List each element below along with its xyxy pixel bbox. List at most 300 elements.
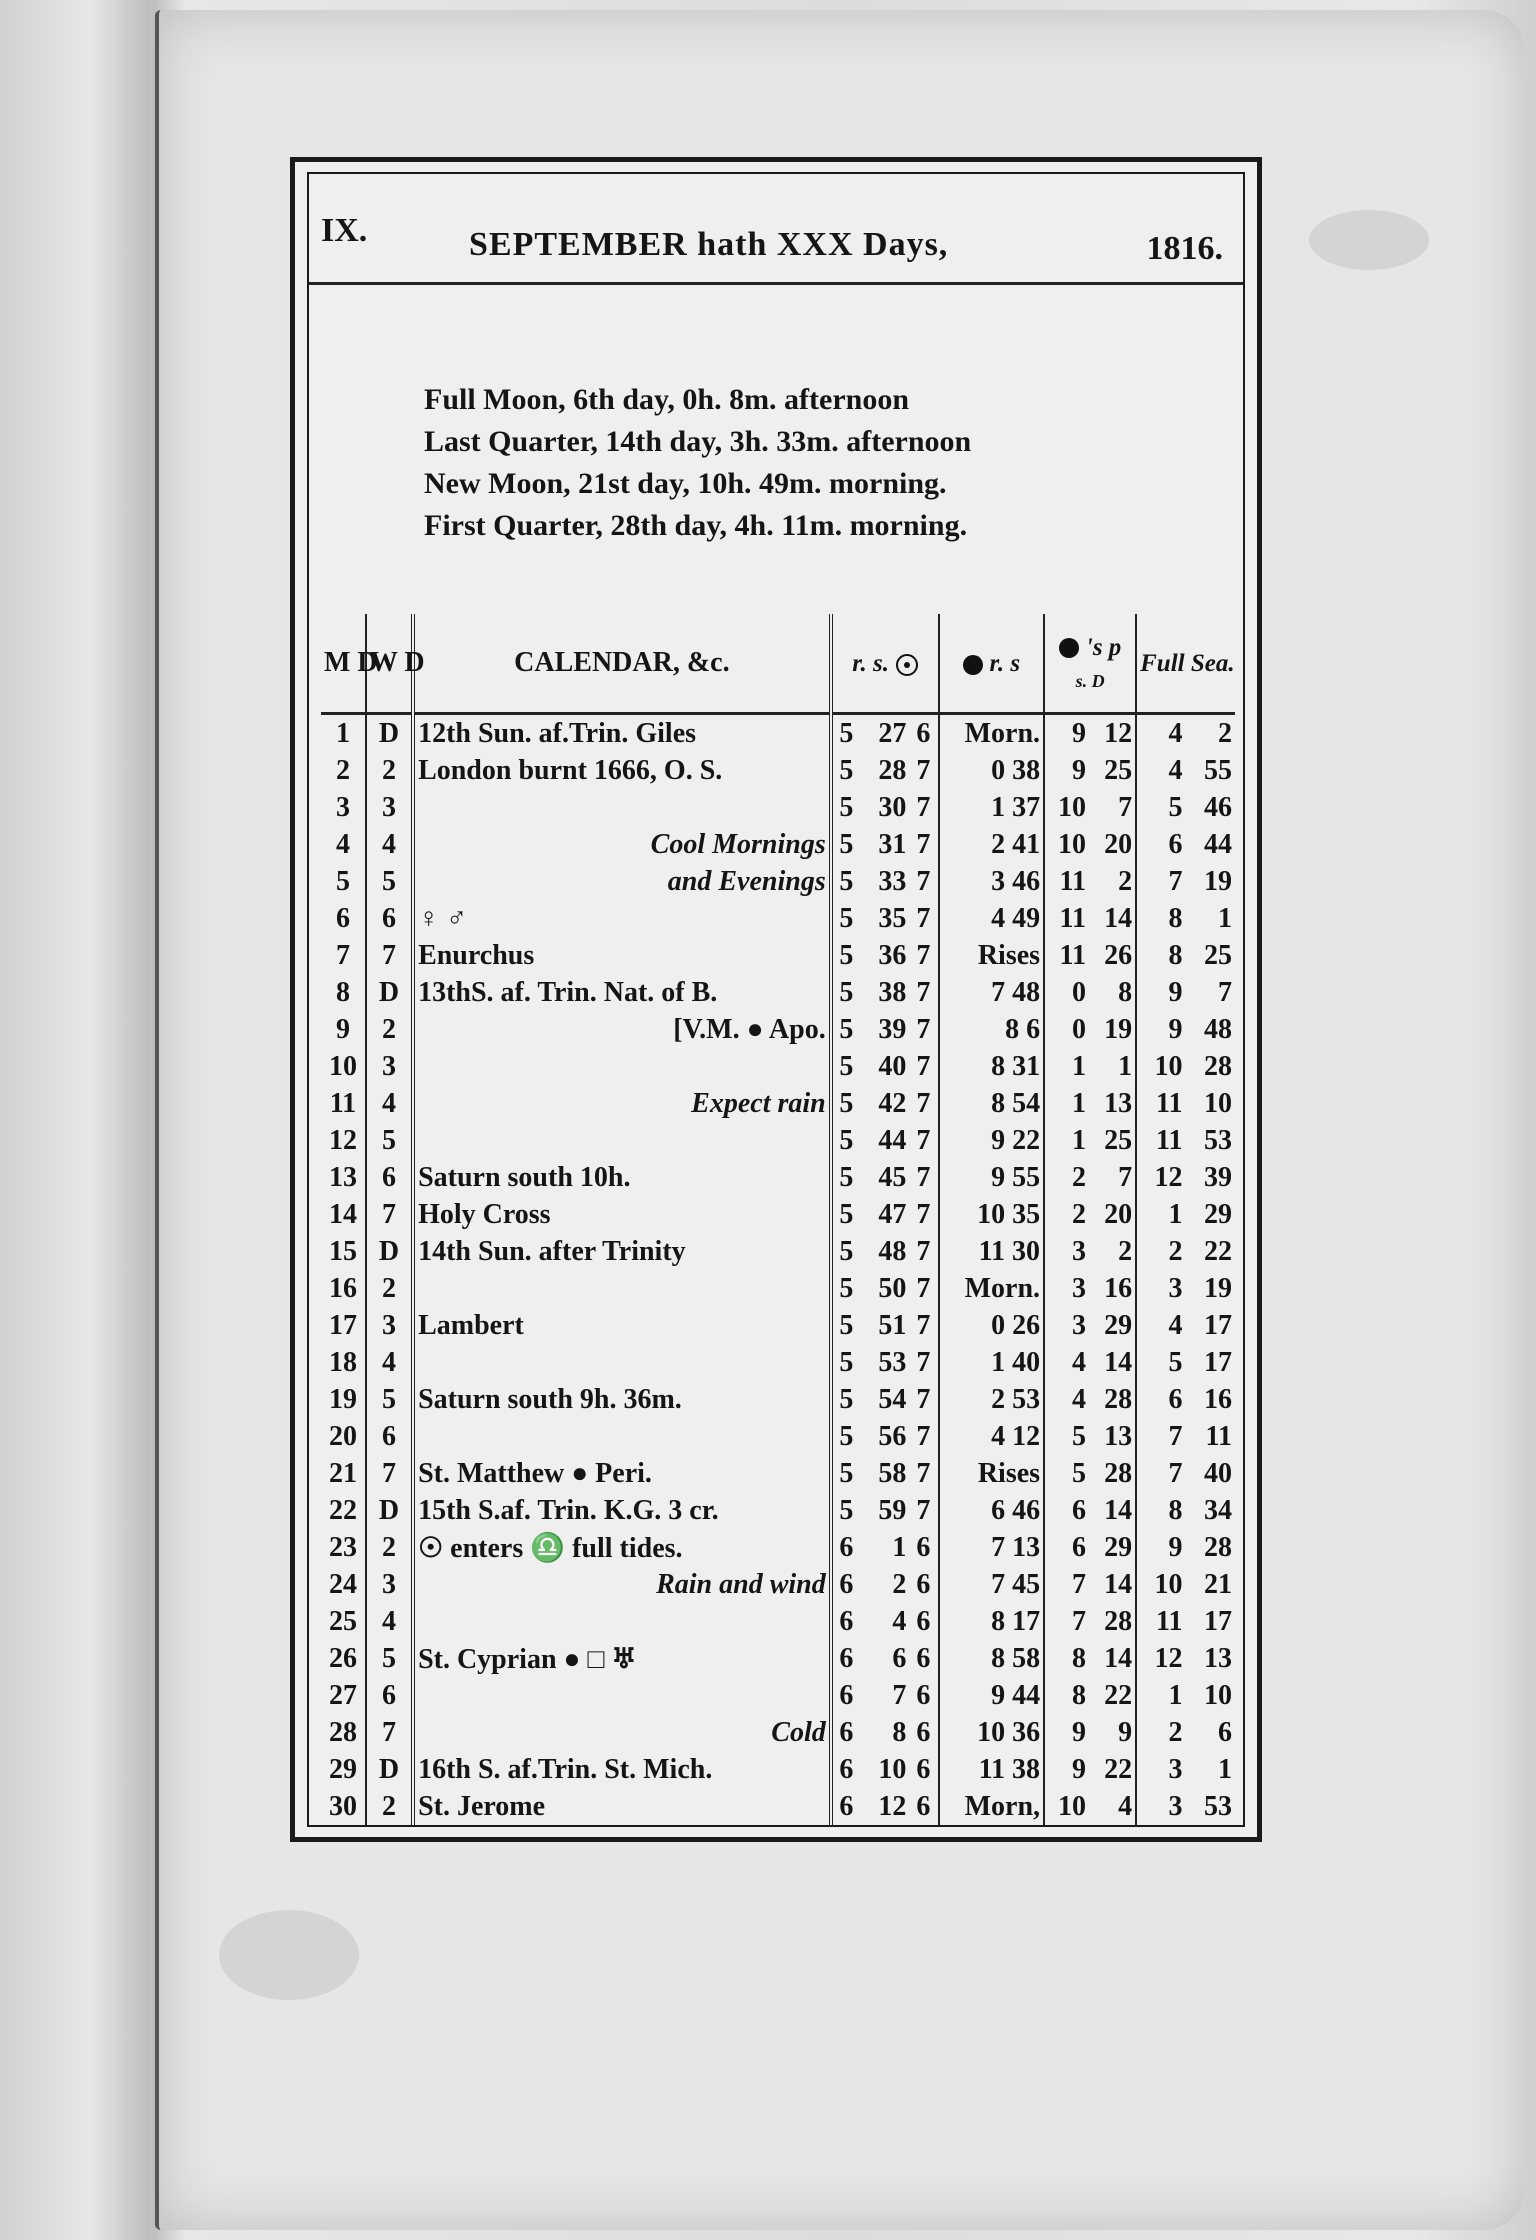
sunrise-hour-cell: 6 (839, 1753, 854, 1785)
week-day-cell: 7 (366, 1714, 413, 1751)
moon-south-hour-cell: 10 (1057, 1790, 1086, 1822)
moon-rise-set-cell: Rises (939, 1455, 1045, 1492)
week-day-cell: 2 (366, 752, 413, 789)
full-sea-minute-cell: 6 (1218, 1716, 1232, 1748)
sunrise-minute-cell: 4 (892, 1605, 907, 1637)
moon-south-minute-cell: 7 (1089, 1159, 1136, 1196)
sunrise-minute-cell: 59 (878, 1494, 907, 1526)
moon-south-hour-cell: 5 (1071, 1420, 1086, 1452)
moon-rise-set-cell: Rises (939, 937, 1045, 974)
sunrise-minute-cell: 39 (878, 1013, 907, 1045)
moon-south-minute-cell: 20 (1089, 826, 1136, 863)
moon-south-hour-cell: 3 (1071, 1235, 1086, 1267)
full-sea-hour-cell: 6 (1168, 828, 1183, 860)
calendar-table (321, 614, 1235, 1825)
moon-rise-set-cell: Morn. (939, 1270, 1045, 1307)
full-sea-minute-cell: 17 (1204, 1346, 1232, 1378)
week-day-cell: 5 (366, 1122, 413, 1159)
month-day-cell: 17 (321, 1307, 366, 1344)
sunset-hour-cell: 6 (909, 1529, 938, 1566)
week-day-cell: 2 (366, 1270, 413, 1307)
sunrise-hour-cell: 5 (839, 1198, 854, 1230)
sunset-hour-cell: 7 (909, 1233, 938, 1270)
header-calendar: CALENDAR, &c. (413, 614, 831, 714)
full-sea-hour-cell: 12 (1154, 1161, 1183, 1193)
week-day-cell: 4 (366, 1344, 413, 1381)
header-full-sea: Full Sea. (1136, 614, 1235, 714)
almanac-inner-frame (307, 172, 1245, 1827)
sunset-hour-cell: 7 (909, 937, 938, 974)
table-row (321, 826, 1235, 863)
month-day-cell: 12 (321, 1122, 366, 1159)
sunrise-hour-cell: 5 (839, 1346, 854, 1378)
sunset-hour-cell: 6 (909, 1677, 938, 1714)
full-sea-minute-cell: 53 (1204, 1790, 1232, 1822)
full-sea-minute-cell: 39 (1204, 1161, 1232, 1193)
calendar-note-cell (413, 1418, 831, 1455)
full-sea-minute-cell: 19 (1204, 865, 1232, 897)
table-row (321, 1751, 1235, 1788)
moon-south-minute-cell: 25 (1089, 752, 1136, 789)
moon-rise-set-cell: 9 22 (939, 1122, 1045, 1159)
moon-south-minute-cell: 13 (1089, 1085, 1136, 1122)
full-sea-minute-cell: 10 (1204, 1087, 1232, 1119)
sunrise-hour-cell: 5 (839, 1309, 854, 1341)
almanac-frame (290, 157, 1262, 1842)
moon-symbol-icon (963, 655, 983, 675)
full-sea-hour-cell: 1 (1168, 1198, 1183, 1230)
moon-south-hour-cell: 7 (1071, 1605, 1086, 1637)
moon-south-hour-cell: 11 (1059, 902, 1086, 934)
month-numeral: IX. (321, 212, 368, 249)
moon-south-minute-cell: 2 (1089, 863, 1136, 900)
moon-south-minute-cell: 22 (1089, 1751, 1136, 1788)
week-day-cell: 5 (366, 863, 413, 900)
sunrise-minute-cell: 6 (892, 1642, 907, 1674)
moon-south-minute-cell: 2 (1089, 1233, 1136, 1270)
table-row (321, 1122, 1235, 1159)
sunrise-minute-cell: 56 (878, 1420, 907, 1452)
month-day-cell: 13 (321, 1159, 366, 1196)
moon-rise-set-cell: 8 6 (939, 1011, 1045, 1048)
moon-phase-line: New Moon, 21st day, 10h. 49m. morning. (424, 467, 947, 500)
sunset-hour-cell: 7 (909, 1492, 938, 1529)
month-day-cell: 25 (321, 1603, 366, 1640)
calendar-note-cell (413, 1677, 831, 1714)
week-day-cell: 4 (366, 1603, 413, 1640)
calendar-note-cell: Rain and wind (413, 1566, 831, 1603)
table-row (321, 1455, 1235, 1492)
table-row (321, 1344, 1235, 1381)
moon-rise-set-cell: 0 38 (939, 752, 1045, 789)
table-row (321, 1011, 1235, 1048)
full-sea-minute-cell: 44 (1204, 828, 1232, 860)
month-day-cell: 1 (321, 714, 366, 753)
sunrise-hour-cell: 5 (839, 828, 854, 860)
sunset-hour-cell: 6 (909, 1640, 938, 1677)
full-sea-hour-cell: 9 (1168, 1013, 1183, 1045)
week-day-cell: 3 (366, 1307, 413, 1344)
moon-rise-set-cell: 8 17 (939, 1603, 1045, 1640)
sunset-hour-cell: 7 (909, 1011, 938, 1048)
paper-stain (219, 1910, 359, 2000)
sunrise-hour-cell: 5 (839, 1124, 854, 1156)
table-row (321, 1529, 1235, 1566)
sunrise-hour-cell: 5 (839, 1087, 854, 1119)
sunrise-minute-cell: 54 (878, 1383, 907, 1415)
sunrise-minute-cell: 30 (878, 791, 907, 823)
calendar-note-cell (413, 1048, 831, 1085)
full-sea-minute-cell: 34 (1204, 1494, 1232, 1526)
sunset-hour-cell: 7 (909, 1418, 938, 1455)
table-row (321, 974, 1235, 1011)
calendar-note-cell: Enurchus (413, 937, 831, 974)
sunset-hour-cell: 7 (909, 752, 938, 789)
calendar-note-cell: 16th S. af.Trin. St. Mich. (413, 1751, 831, 1788)
sunrise-minute-cell: 50 (878, 1272, 907, 1304)
full-sea-hour-cell: 7 (1168, 1420, 1183, 1452)
moon-rise-set-cell: 1 40 (939, 1344, 1045, 1381)
moon-south-hour-cell: 6 (1071, 1494, 1086, 1526)
calendar-note-cell: St. Cyprian ● □ ♅ (413, 1640, 831, 1677)
sunrise-hour-cell: 5 (839, 902, 854, 934)
full-sea-minute-cell: 28 (1204, 1531, 1232, 1563)
full-sea-hour-cell: 2 (1168, 1716, 1183, 1748)
week-day-cell: 6 (366, 900, 413, 937)
week-day-cell: 2 (366, 1788, 413, 1825)
moon-rise-set-cell: 11 30 (939, 1233, 1045, 1270)
sunset-hour-cell: 7 (909, 1344, 938, 1381)
sunrise-hour-cell: 5 (839, 754, 854, 786)
full-sea-minute-cell: 7 (1218, 976, 1232, 1008)
full-sea-hour-cell: 7 (1168, 1457, 1183, 1489)
moon-rise-set-cell: 10 35 (939, 1196, 1045, 1233)
full-sea-hour-cell: 11 (1156, 1087, 1183, 1119)
moon-south-hour-cell: 3 (1071, 1272, 1086, 1304)
full-sea-hour-cell: 3 (1168, 1272, 1183, 1304)
month-day-cell: 24 (321, 1566, 366, 1603)
moon-south-minute-cell: 28 (1089, 1381, 1136, 1418)
full-sea-minute-cell: 1 (1218, 902, 1232, 934)
sunrise-minute-cell: 47 (878, 1198, 907, 1230)
full-sea-hour-cell: 10 (1154, 1568, 1183, 1600)
calendar-note-cell: Expect rain (413, 1085, 831, 1122)
calendar-note-cell: Lambert (413, 1307, 831, 1344)
table-row (321, 1270, 1235, 1307)
sunrise-hour-cell: 6 (839, 1605, 854, 1637)
sunrise-hour-cell: 5 (839, 717, 854, 749)
moon-south-hour-cell: 0 (1071, 976, 1086, 1008)
moon-phase-line: First Quarter, 28th day, 4h. 11m. morning. (424, 509, 968, 542)
header-sun-rise-set: r. s. (831, 614, 939, 714)
full-sea-minute-cell: 22 (1204, 1235, 1232, 1267)
moon-rise-set-cell: 8 31 (939, 1048, 1045, 1085)
moon-rise-set-cell: Morn, (939, 1788, 1045, 1825)
sunrise-minute-cell: 58 (878, 1457, 907, 1489)
full-sea-minute-cell: 1 (1218, 1753, 1232, 1785)
sunrise-hour-cell: 5 (839, 1494, 854, 1526)
full-sea-minute-cell: 21 (1204, 1568, 1232, 1600)
table-row (321, 1381, 1235, 1418)
sunset-hour-cell: 7 (909, 1085, 938, 1122)
calendar-note-cell: Holy Cross (413, 1196, 831, 1233)
sunrise-minute-cell: 2 (892, 1568, 907, 1600)
month-day-cell: 16 (321, 1270, 366, 1307)
moon-rise-set-cell: 9 55 (939, 1159, 1045, 1196)
sunrise-hour-cell: 5 (839, 1050, 854, 1082)
moon-south-minute-cell: 14 (1089, 1344, 1136, 1381)
moon-south-hour-cell: 9 (1071, 717, 1086, 749)
week-day-cell: D (366, 974, 413, 1011)
calendar-note-cell: Saturn south 9h. 36m. (413, 1381, 831, 1418)
sunrise-hour-cell: 6 (839, 1531, 854, 1563)
month-day-cell: 8 (321, 974, 366, 1011)
moon-south-minute-cell: 14 (1089, 900, 1136, 937)
sunrise-hour-cell: 5 (839, 791, 854, 823)
week-day-cell: 4 (366, 1085, 413, 1122)
month-day-cell: 29 (321, 1751, 366, 1788)
moon-south-minute-cell: 4 (1089, 1788, 1136, 1825)
week-day-cell: 7 (366, 937, 413, 974)
sunset-hour-cell: 7 (909, 1196, 938, 1233)
sunrise-hour-cell: 6 (839, 1790, 854, 1822)
moon-rise-set-cell: 8 58 (939, 1640, 1045, 1677)
header-moon-south: 's p s. D (1044, 614, 1136, 714)
sunrise-minute-cell: 35 (878, 902, 907, 934)
month-day-cell: 30 (321, 1788, 366, 1825)
moon-rise-set-cell: Morn. (939, 714, 1045, 753)
calendar-note-cell (413, 1122, 831, 1159)
calendar-note-cell: St. Jerome (413, 1788, 831, 1825)
week-day-cell: 6 (366, 1159, 413, 1196)
moon-south-hour-cell: 4 (1071, 1383, 1086, 1415)
sunset-hour-cell: 7 (909, 1307, 938, 1344)
sunrise-minute-cell: 51 (878, 1309, 907, 1341)
moon-south-minute-cell: 7 (1089, 789, 1136, 826)
moon-south-hour-cell: 3 (1071, 1309, 1086, 1341)
calendar-note-cell (413, 1603, 831, 1640)
sunrise-minute-cell: 10 (878, 1753, 907, 1785)
moon-south-minute-cell: 20 (1089, 1196, 1136, 1233)
month-day-cell: 20 (321, 1418, 366, 1455)
week-day-cell: 3 (366, 789, 413, 826)
table-row (321, 789, 1235, 826)
moon-south-hour-cell: 1 (1071, 1050, 1086, 1082)
moon-south-hour-cell: 10 (1057, 828, 1086, 860)
moon-south-hour-cell: 8 (1071, 1642, 1086, 1674)
week-day-cell: 6 (366, 1677, 413, 1714)
sunrise-hour-cell: 5 (839, 1235, 854, 1267)
table-row (321, 1492, 1235, 1529)
full-sea-minute-cell: 48 (1204, 1013, 1232, 1045)
full-sea-hour-cell: 9 (1168, 1531, 1183, 1563)
moon-south-minute-cell: 25 (1089, 1122, 1136, 1159)
full-sea-hour-cell: 12 (1154, 1642, 1183, 1674)
week-day-cell: 2 (366, 1529, 413, 1566)
full-sea-minute-cell: 25 (1204, 939, 1232, 971)
full-sea-minute-cell: 16 (1204, 1383, 1232, 1415)
moon-rise-set-cell: 7 13 (939, 1529, 1045, 1566)
sunrise-minute-cell: 28 (878, 754, 907, 786)
table-header-row (321, 614, 1235, 714)
week-day-cell: 3 (366, 1566, 413, 1603)
moon-rise-set-cell: 2 53 (939, 1381, 1045, 1418)
sunset-hour-cell: 6 (909, 1714, 938, 1751)
month-day-cell: 4 (321, 826, 366, 863)
month-day-cell: 2 (321, 752, 366, 789)
table-row (321, 1418, 1235, 1455)
sunset-hour-cell: 7 (909, 1122, 938, 1159)
full-sea-minute-cell: 17 (1204, 1605, 1232, 1637)
full-sea-hour-cell: 8 (1168, 1494, 1183, 1526)
full-sea-hour-cell: 8 (1168, 939, 1183, 971)
header-week-day: W D (366, 614, 413, 714)
full-sea-hour-cell: 2 (1168, 1235, 1183, 1267)
sunrise-hour-cell: 5 (839, 1420, 854, 1452)
table-row (321, 1788, 1235, 1825)
full-sea-minute-cell: 53 (1204, 1124, 1232, 1156)
moon-south-hour-cell: 8 (1071, 1679, 1086, 1711)
sunset-hour-cell: 6 (909, 1566, 938, 1603)
full-sea-hour-cell: 6 (1168, 1383, 1183, 1415)
previous-page-edge (0, 0, 150, 2240)
table-row (321, 1196, 1235, 1233)
sunrise-hour-cell: 5 (839, 1457, 854, 1489)
table-row (321, 1603, 1235, 1640)
full-sea-hour-cell: 4 (1168, 1309, 1183, 1341)
month-day-cell: 14 (321, 1196, 366, 1233)
moon-phase-line: Last Quarter, 14th day, 3h. 33m. afternoon (424, 425, 972, 458)
sunset-hour-cell: 7 (909, 1048, 938, 1085)
moon-south-hour-cell: 0 (1071, 1013, 1086, 1045)
table-row (321, 1677, 1235, 1714)
sunrise-hour-cell: 5 (839, 1161, 854, 1193)
week-day-cell: D (366, 1751, 413, 1788)
sunset-hour-cell: 7 (909, 1455, 938, 1492)
calendar-note-cell: 15th S.af. Trin. K.G. 3 cr. (413, 1492, 831, 1529)
full-sea-minute-cell: 55 (1204, 754, 1232, 786)
table-row (321, 1566, 1235, 1603)
table-row (321, 937, 1235, 974)
sunrise-minute-cell: 31 (878, 828, 907, 860)
full-sea-minute-cell: 17 (1204, 1309, 1232, 1341)
sunset-hour-cell: 6 (909, 1751, 938, 1788)
moon-rise-set-cell: 7 48 (939, 974, 1045, 1011)
month-day-cell: 5 (321, 863, 366, 900)
month-day-cell: 27 (321, 1677, 366, 1714)
full-sea-minute-cell: 11 (1205, 1420, 1232, 1452)
week-day-cell: D (366, 1233, 413, 1270)
moon-south-hour-cell: 9 (1071, 754, 1086, 786)
moon-south-hour-cell: 9 (1071, 1716, 1086, 1748)
full-sea-minute-cell: 46 (1204, 791, 1232, 823)
moon-rise-set-cell: 6 46 (939, 1492, 1045, 1529)
full-sea-minute-cell: 10 (1204, 1679, 1232, 1711)
moon-south-minute-cell: 14 (1089, 1640, 1136, 1677)
month-day-cell: 18 (321, 1344, 366, 1381)
table-row (321, 900, 1235, 937)
table-row (321, 1085, 1235, 1122)
moon-rise-set-cell: 1 37 (939, 789, 1045, 826)
moon-south-minute-cell: 28 (1089, 1603, 1136, 1640)
paper-stain (1309, 210, 1429, 270)
full-sea-hour-cell: 9 (1168, 976, 1183, 1008)
moon-south-hour-cell: 2 (1071, 1161, 1086, 1193)
calendar-note-cell: [V.M. ● Apo. (413, 1011, 831, 1048)
moon-rise-set-cell: 7 45 (939, 1566, 1045, 1603)
month-header (309, 174, 1243, 285)
moon-south-minute-cell: 8 (1089, 974, 1136, 1011)
sunrise-minute-cell: 27 (878, 717, 907, 749)
full-sea-hour-cell: 1 (1168, 1679, 1183, 1711)
full-sea-hour-cell: 5 (1168, 791, 1183, 823)
calendar-note-cell: ☉ enters ♎ full tides. (413, 1529, 831, 1566)
sunrise-minute-cell: 8 (892, 1716, 907, 1748)
month-day-cell: 26 (321, 1640, 366, 1677)
full-sea-minute-cell: 40 (1204, 1457, 1232, 1489)
sunrise-minute-cell: 44 (878, 1124, 907, 1156)
table-row (321, 1048, 1235, 1085)
week-day-cell: 5 (366, 1381, 413, 1418)
calendar-note-cell: St. Matthew ● Peri. (413, 1455, 831, 1492)
full-sea-minute-cell: 19 (1204, 1272, 1232, 1304)
full-sea-minute-cell: 2 (1218, 717, 1232, 749)
full-sea-hour-cell: 7 (1168, 865, 1183, 897)
calendar-note-cell (413, 1270, 831, 1307)
sunrise-hour-cell: 5 (839, 1383, 854, 1415)
month-day-cell: 9 (321, 1011, 366, 1048)
calendar-note-cell: 13thS. af. Trin. Nat. of B. (413, 974, 831, 1011)
week-day-cell: 5 (366, 1640, 413, 1677)
moon-south-hour-cell: 4 (1071, 1346, 1086, 1378)
full-sea-hour-cell: 5 (1168, 1346, 1183, 1378)
week-day-cell: 7 (366, 1455, 413, 1492)
full-sea-minute-cell: 13 (1204, 1642, 1232, 1674)
moon-south-minute-cell: 29 (1089, 1529, 1136, 1566)
week-day-cell: D (366, 714, 413, 753)
moon-symbol-icon (1059, 638, 1079, 658)
table-row (321, 1640, 1235, 1677)
full-sea-hour-cell: 8 (1168, 902, 1183, 934)
calendar-note-cell: and Evenings (413, 863, 831, 900)
month-title: SEPTEMBER hath XXX Days, (469, 226, 949, 263)
sunrise-minute-cell: 45 (878, 1161, 907, 1193)
week-day-cell: 6 (366, 1418, 413, 1455)
moon-rise-set-cell: 0 26 (939, 1307, 1045, 1344)
calendar-note-cell: London burnt 1666, O. S. (413, 752, 831, 789)
moon-rise-set-cell: 4 12 (939, 1418, 1045, 1455)
moon-phases (424, 379, 971, 547)
moon-south-minute-cell: 16 (1089, 1270, 1136, 1307)
week-day-cell: D (366, 1492, 413, 1529)
table-row (321, 1159, 1235, 1196)
moon-south-minute-cell: 26 (1089, 937, 1136, 974)
moon-south-minute-cell: 19 (1089, 1011, 1136, 1048)
table-row (321, 863, 1235, 900)
sunrise-minute-cell: 12 (878, 1790, 907, 1822)
month-day-cell: 28 (321, 1714, 366, 1751)
full-sea-hour-cell: 3 (1168, 1753, 1183, 1785)
month-day-cell: 19 (321, 1381, 366, 1418)
month-day-cell: 6 (321, 900, 366, 937)
moon-south-minute-cell: 14 (1089, 1566, 1136, 1603)
month-day-cell: 7 (321, 937, 366, 974)
table-row (321, 1714, 1235, 1751)
week-day-cell: 3 (366, 1048, 413, 1085)
moon-south-minute-cell: 13 (1089, 1418, 1136, 1455)
sunrise-minute-cell: 33 (878, 865, 907, 897)
sunrise-minute-cell: 42 (878, 1087, 907, 1119)
